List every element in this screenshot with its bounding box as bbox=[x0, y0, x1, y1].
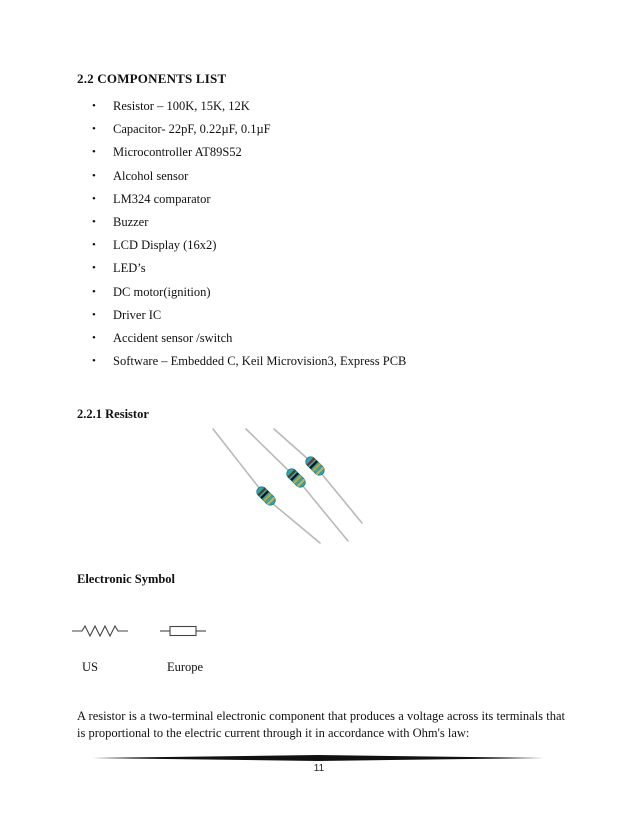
list-item bbox=[77, 188, 557, 211]
europe-resistor-symbol-icon bbox=[160, 624, 206, 638]
bullet-icon: • bbox=[92, 123, 96, 136]
list-item bbox=[77, 141, 557, 164]
us-resistor-symbol-icon bbox=[72, 624, 130, 638]
us-symbol-label: US bbox=[82, 660, 98, 674]
list-item bbox=[77, 257, 557, 280]
list-item-text: Accident sensor /switch bbox=[113, 330, 233, 345]
list-item bbox=[77, 165, 557, 188]
bullet-icon: • bbox=[92, 192, 96, 205]
list-item-text: Resistor – 100K, 15K, 12K bbox=[113, 99, 250, 113]
list-item bbox=[77, 95, 557, 118]
list-item-text: LCD Display (16x2) bbox=[113, 238, 217, 253]
bullet-icon: • bbox=[92, 285, 96, 298]
bullet-icon: • bbox=[92, 215, 96, 228]
bullet-icon: • bbox=[92, 308, 96, 321]
bullet-icon: • bbox=[92, 100, 96, 112]
bullet-icon: • bbox=[92, 355, 96, 368]
bullet-icon: • bbox=[92, 239, 96, 252]
bullet-icon: • bbox=[92, 146, 96, 159]
list-item-text: Software – Embedded C, Keil Microvision3, Express PCB bbox=[113, 354, 407, 369]
list-item-text: LED’s bbox=[113, 261, 146, 276]
list-item bbox=[77, 211, 557, 234]
list-item-text: Driver IC bbox=[113, 307, 162, 322]
list-item bbox=[77, 281, 557, 304]
list-item bbox=[77, 234, 557, 257]
bullet-icon: • bbox=[92, 331, 96, 344]
europe-symbol-label: Europe bbox=[167, 660, 204, 674]
list-item-text: LM324 comparator bbox=[113, 191, 211, 206]
bullet-icon: • bbox=[92, 262, 96, 275]
footer-divider bbox=[92, 755, 544, 761]
list-item-text: Alcohol sensor bbox=[113, 168, 189, 183]
section-heading: 2.2 COMPONENTS LIST bbox=[77, 71, 227, 86]
list-item bbox=[77, 327, 557, 350]
list-item-text: DC motor(ignition) bbox=[113, 284, 211, 299]
list-item-text: Capacitor- 22pF, 0.22µF, 0.1µF bbox=[113, 122, 271, 137]
list-item-text: Buzzer bbox=[113, 214, 149, 229]
bullet-icon: • bbox=[92, 169, 96, 182]
body-paragraph: A resistor is a two-terminal electronic component that produces a voltage across its terminals that is proportional to the electric current through it in accordance with Ohm's law: bbox=[77, 709, 565, 740]
list-item bbox=[77, 350, 557, 373]
resistor-photo-icon bbox=[208, 427, 364, 545]
page-number: 11 bbox=[313, 763, 325, 774]
list-item bbox=[77, 118, 557, 141]
list-item-text: Microcontroller AT89S52 bbox=[113, 145, 242, 160]
electronic-symbol-heading: Electronic Symbol bbox=[77, 572, 176, 586]
components-list bbox=[77, 95, 557, 373]
subsection-heading: 2.2.1 Resistor bbox=[77, 407, 149, 421]
list-item bbox=[77, 304, 557, 327]
